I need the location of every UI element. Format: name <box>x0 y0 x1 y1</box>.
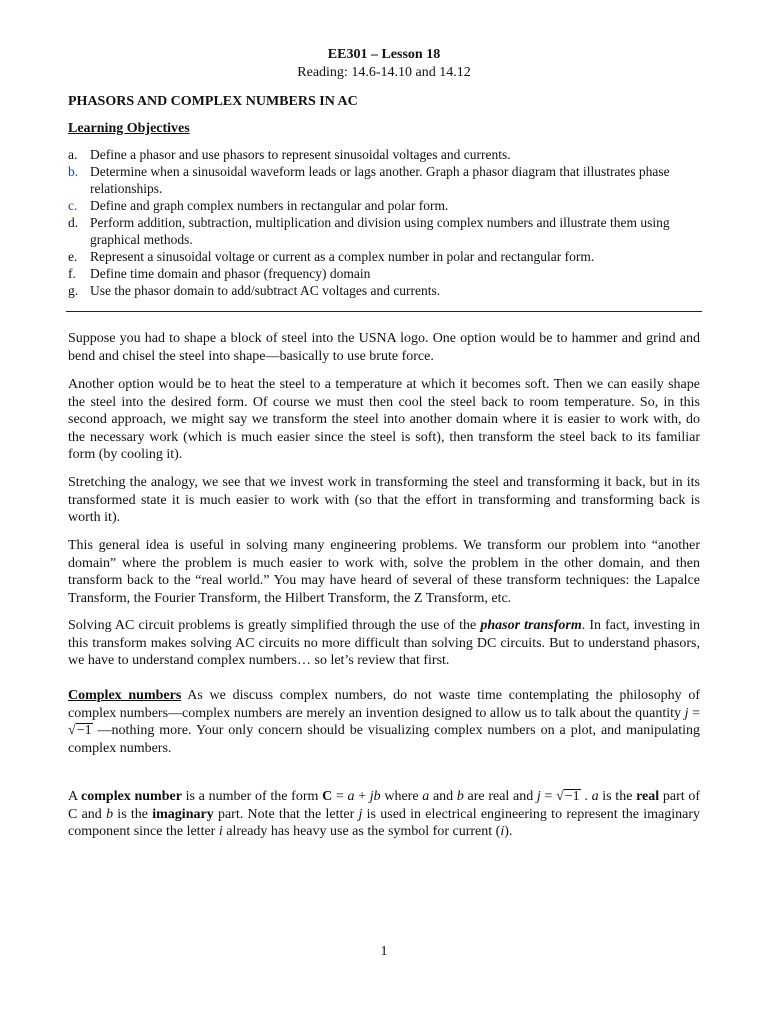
page-number: 1 <box>380 944 388 959</box>
objective-item <box>68 282 708 299</box>
paragraph-analogy: Stretching the analogy, we see that we invest work in transforming the steel and transforming it back, but in its transformed state it is much easier to work with (so that the effort in transforming and transforming back is worth it). <box>68 475 700 526</box>
square-root-symbol: √−1 <box>68 723 92 739</box>
paragraph-transforms: This general idea is useful in solving many engineering problems. We transform our problem into “another domain” where the problem is much easier to work with, solve the problem in the other domain, and then transform back to the “real world.” You may have heard of several of these transform techniques: the Lapalce Transform, the Fourier Transform, the Hilbert Transform, the Z Transform, etc. <box>68 538 700 606</box>
objective-letter: d. <box>68 215 79 230</box>
phasor-transform-term: phasor transform <box>480 618 582 633</box>
reading-assignment: Reading: 14.6-14.10 and 14.12 <box>297 65 471 80</box>
section-title: PHASORS AND COMPLEX NUMBERS IN AC <box>68 94 358 109</box>
objective-letter: f. <box>68 266 76 281</box>
objective-item <box>68 265 708 282</box>
objective-item <box>68 214 708 248</box>
objective-item <box>68 248 708 265</box>
paragraph-phasor-transform: Solving AC circuit problems is greatly simplified through the use of the phasor transform. In fact, investing in this transform makes solving AC circuits no more difficult than solving DC circuits. But to understand phasors, we have to understand complex numbers… so let’s review that first. <box>68 618 700 669</box>
objective-letter: b. <box>68 164 79 179</box>
objective-letter: g. <box>68 283 79 298</box>
objective-text: Determine when a sinusoidal waveform leads or lags another. Graph a phasor diagram that illustrates phase relationships. <box>90 164 670 196</box>
horizontal-divider <box>66 311 702 312</box>
objectives-list <box>68 146 708 299</box>
objectives-title: Learning Objectives <box>68 121 190 136</box>
objective-text: Define and graph complex numbers in rectangular and polar form. <box>90 198 449 213</box>
paragraph-complex-number-definition: A complex number is a number of the form C = a + jb where a and b are real and j = √−1 . a is the real part of C and b is the imaginary part. Note that the letter j is used in electrical engineering to represent the imaginary component since the letter i already has heavy use as the symbol for current (i). <box>68 789 700 840</box>
objective-letter: a. <box>68 147 78 162</box>
objective-text: Define a phasor and use phasors to represent sinusoidal voltages and currents. <box>90 147 511 162</box>
objective-item <box>68 197 708 214</box>
objective-text: Perform addition, subtraction, multiplication and division using complex numbers and illustrate them using graphical methods. <box>90 215 670 247</box>
lesson-title: EE301 – Lesson 18 <box>327 47 441 62</box>
square-root-symbol: √−1 <box>556 789 580 804</box>
objective-letter: e. <box>68 249 78 264</box>
paragraph-complex-numbers-intro: Complex numbers As we discuss complex numbers, do not waste time contemplating the philosophy of complex numbers—complex numbers are merely an invention designed to allow us to talk about the quantity j = √−1 —nothing more. Your only concern should be visualizing complex numbers on a plot, and manipulating complex numbers. <box>68 688 700 756</box>
objective-text: Represent a sinusoidal voltage or current as a complex number in polar and rectangular form. <box>90 249 595 264</box>
paragraph-heat-steel: Another option would be to heat the steel to a temperature at which it becomes soft. Then we can easily shape the steel into the desired form. Of course we must then cool the steel back to room temperature. So, in this second approach, we might say we transform the steel into another domain where it is easier to work with, do the necessary work (which is much easier since the steel is soft), then transform the steel back to its familiar form (by cooling it). <box>68 377 700 463</box>
objective-item <box>68 163 708 197</box>
objective-text: Define time domain and phasor (frequency) domain <box>90 266 371 281</box>
objective-text: Use the phasor domain to add/subtract AC voltages and currents. <box>90 283 441 298</box>
paragraph-brute-force: Suppose you had to shape a block of steel into the USNA logo. One option would be to hammer and grind and bend and chisel the steel into shape—basically to use brute force. <box>68 331 700 364</box>
objective-letter: c. <box>68 198 78 213</box>
complex-numbers-heading: Complex numbers <box>68 688 182 703</box>
objective-item <box>68 146 708 163</box>
